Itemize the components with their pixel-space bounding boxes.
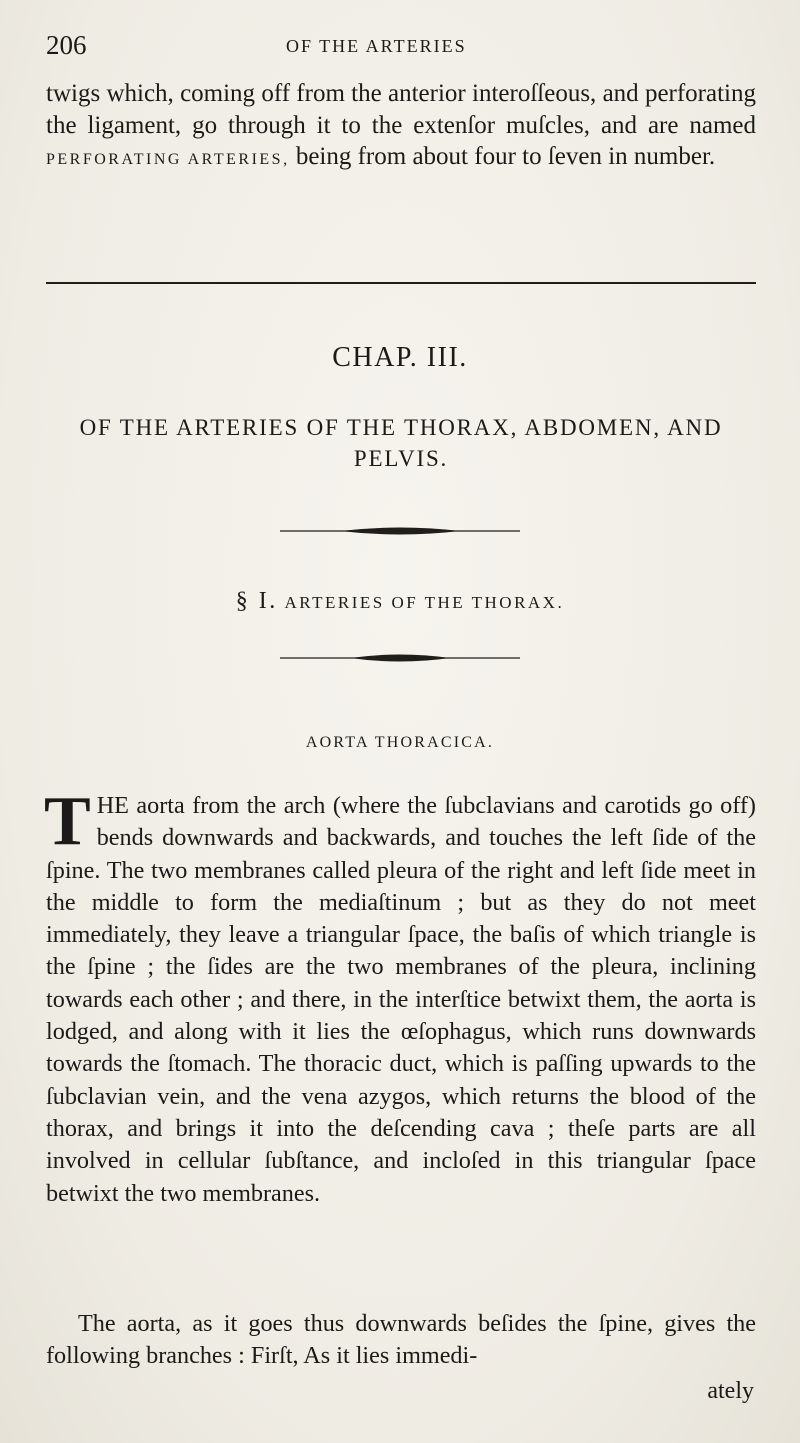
perforating-arteries-term: PERFORATING ARTERIES, [46, 151, 290, 168]
continued-paragraph-text-a: twigs which, coming off from the anterior interoſſeous, and perforating the ligament, go through it to the extenſor muſcles, and are named [46, 80, 756, 139]
main-paragraph [44, 783, 756, 1210]
continued-paragraph [46, 78, 756, 176]
page-number: 206 [46, 30, 87, 60]
section-title-text: ARTERIES OF THE THORAX. [284, 593, 565, 612]
section-rule [46, 282, 756, 284]
continued-paragraph-text-b: being from about four to ſeven in number. [289, 143, 716, 170]
main-paragraph-text: HE aorta from the arch (where the ſubclavians and carotids go off) bends downwards and backwards, and touches the left ſide of the ſpine. The two membranes called pleura of the right and left ſide meet in the middle to form the mediaſtinum ; but as they do not meet immediately, they leave a triangular ſpace, the baſis of which triangle is the ſpine ; the ſides are the two membranes of the pleura, inclining towards each other ; and there, in the interſtice betwixt them, the aorta is lodged, and along with it lies the œſophagus, which runs downwards towards the ſtomach. The thoracic duct, which is paſſing upwards to the ſubclavian vein, and the vena azygos, which returns the blood of the thorax, and brings it into the deſcending cava ; theſe parts are all involved in cellular ſubſtance, and incloſed in this triangular ſpace betwixt the two membranes. [46, 792, 756, 1207]
catchword: ately [707, 1378, 754, 1404]
section-title [0, 588, 800, 615]
sub-heading: AORTA THORACICA. [305, 734, 495, 751]
running-title: OF THE ARTERIES [286, 36, 467, 56]
drop-cap: T [44, 783, 91, 860]
final-paragraph: The aorta, as it goes thus downwards beſides the ſpine, gives the following branches : Firſt, As it lies immedi- [46, 1310, 756, 1370]
chapter-title: CHAP. III. [332, 342, 468, 373]
running-head [46, 30, 760, 70]
section-numeral: § I. [235, 588, 278, 614]
chapter-subject: OF THE ARTERIES OF THE THORAX, ABDOMEN, AND PELVIS. [79, 415, 723, 471]
ornament-rule-top [280, 523, 520, 539]
ornament-rule-bottom [280, 650, 520, 666]
